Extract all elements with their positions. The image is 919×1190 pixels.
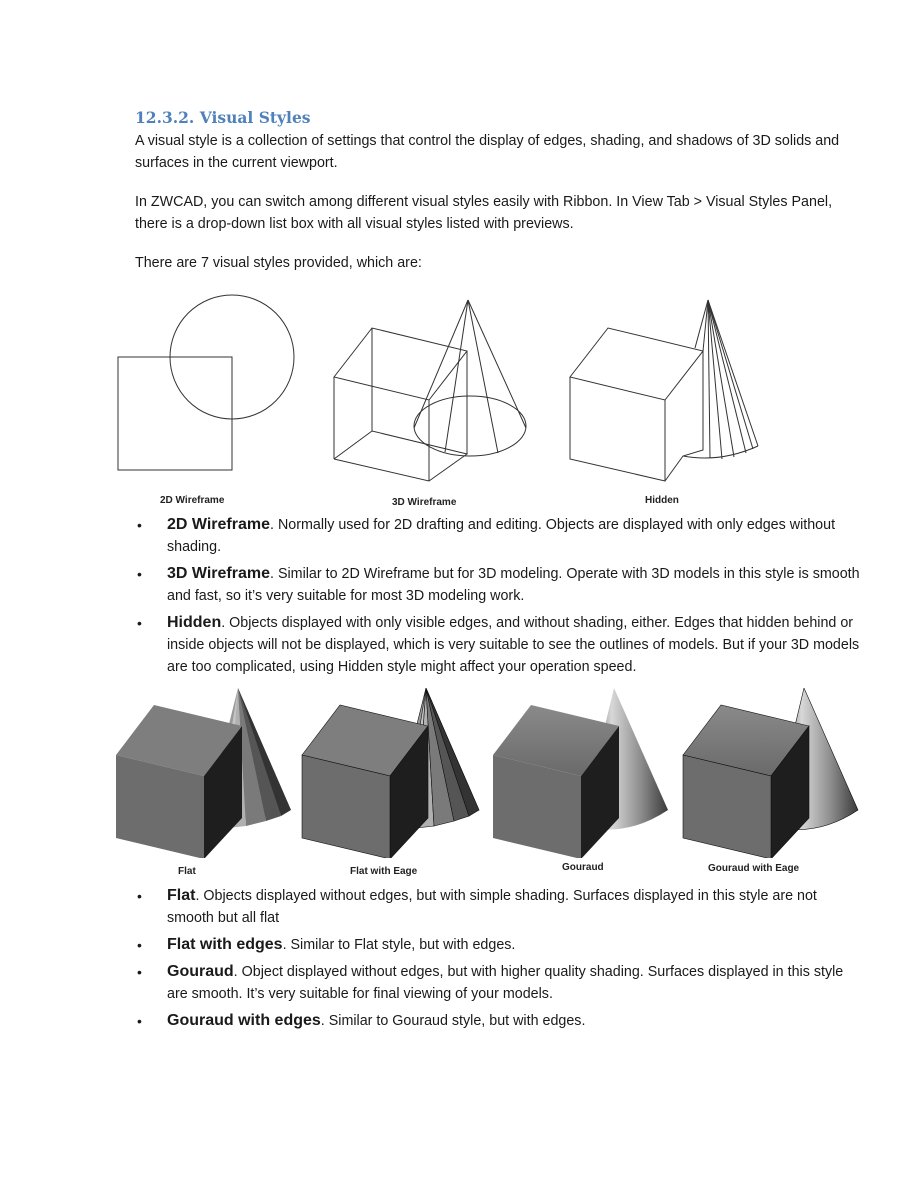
count-paragraph: There are 7 visual styles provided, which are: xyxy=(135,255,422,271)
caption-flat-with-eage: Flat with Eage xyxy=(350,866,418,877)
hidden-drawing xyxy=(570,300,758,481)
flat-with-edges-drawing xyxy=(302,688,479,858)
caption-gouraud-with-eage: Gouraud with Eage xyxy=(708,863,800,874)
intro-paragraph: A visual style is a collection of settings that control the display of edges, shading, and shadows of 3D solids and surfaces in the current viewport. xyxy=(135,133,840,171)
section-heading: 12.3.2. Visual Styles xyxy=(135,108,311,127)
list-item: • Flat with edges. Similar to Flat style, but with edges. xyxy=(137,936,516,953)
flat-drawing xyxy=(116,688,291,858)
caption-3d-wireframe: 3D Wireframe xyxy=(392,497,457,508)
caption-gouraud: Gouraud xyxy=(562,862,604,873)
2d-wireframe-drawing xyxy=(118,295,294,470)
caption-hidden: Hidden xyxy=(645,495,679,506)
style-list-1 xyxy=(135,514,860,683)
list-item: • 2D Wireframe. Normally used for 2D drafting and editing. Objects are displayed with only edges without shading. xyxy=(137,516,836,555)
gouraud-drawing xyxy=(493,688,668,858)
list-item: • Flat. Objects displayed without edges, but with simple shading. Surfaces displayed in this style are not smooth but all flat xyxy=(137,887,817,926)
caption-flat: Flat xyxy=(178,866,196,877)
figure-wireframe-styles xyxy=(110,288,790,513)
figure-shaded-styles xyxy=(116,688,861,858)
caption-2d-wireframe: 2D Wireframe xyxy=(160,495,225,506)
list-item: • Hidden. Objects displayed with only visible edges, and without shading, either. Edges that hidden behind or inside objects will not be displayed, which is very suitable to see the outlines of models. But if your 3D models are too complicated, using Hidden style might affect your operation speed. xyxy=(137,614,860,675)
style-list-2 xyxy=(135,885,860,1037)
list-item: • Gouraud. Object displayed without edges, but with higher quality shading. Surfaces displayed in this style are smooth. It’s very suitable for final viewing of your models. xyxy=(137,963,844,1002)
list-item: • Gouraud with edges. Similar to Gouraud style, but with edges. xyxy=(137,1012,586,1029)
shaded-illustrations xyxy=(116,688,861,858)
list-item: • 3D Wireframe. Similar to 2D Wireframe but for 3D modeling. Operate with 3D models in this style is smooth and fast, so it’s very suitable for most 3D modeling work. xyxy=(137,565,860,604)
wireframe-illustrations xyxy=(110,288,790,513)
gouraud-with-edges-drawing xyxy=(683,688,858,858)
ribbon-paragraph: In ZWCAD, you can switch among different visual styles easily with Ribbon. In View Tab > Visual Styles Panel, there is a drop-down list box with all visual styles listed with previews. xyxy=(135,194,833,232)
3d-wireframe-drawing xyxy=(334,300,526,481)
